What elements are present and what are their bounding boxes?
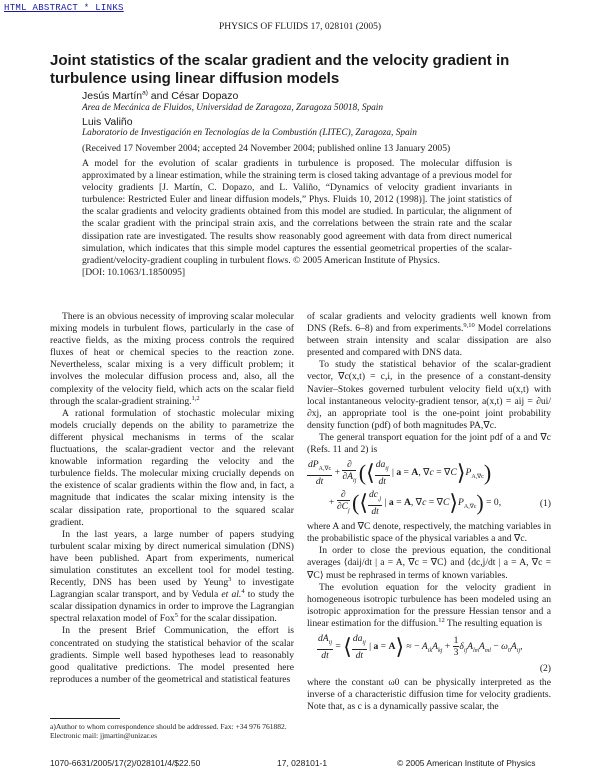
paragraph: A rational formulation of stochastic molecular mixing models crucially depends on the ability to parametrize the different physical mechanisms in terms of the scalar fluctuations, the scalar-gradient vector and the relevant knowable information regarding the velocity and the turbulence fields. The molecular mixing crucially depends on the existence of scalar gradients within the flow and, in fact, a magnitude that indicates the scalar mixing intensity is the scalar dissipation rate, proportional to the squared scalar gradient. [50,407,294,528]
eq-fraction: $\frac{da_{ij}}{dt}$ [375,459,389,488]
running-head: PHYSICS OF FLUIDS 17, 028101 (2005) [218,22,382,32]
paragraph-text: In the last years, a large number of papers studying turbulent scalar mixing by direct numerical simulation (DNS) have been published. Apart from experiments, numerical simulation constitutes an excellent tool for model testing. Recently, DNS has been used by Yeung [50,528,294,589]
equation-2 [307,633,551,675]
author-footnote-mark[interactable]: a) [142,89,148,97]
eq-fraction: $\frac{\partial}{\partial A_{ij}}$ [342,459,357,485]
paragraph-text: There is an obvious necessity of improving scalar molecular mixing models in turbulent flows, particularly in the case of reactive fields, as the mixing process controls the required fluxes of heat or chemical species to the reaction zone. Nevertheless, scalar mixing is a very difficult problem; it involves the molecular diffusion process and, also, all the complexity of the velocity field, which acts on the scalar field through the scalar-gradient straining. [50,311,294,407]
eq-fraction: $\frac{dA_{ij}}{dt}$ [318,632,333,661]
equation-2-line-1: $\frac{dA_{ij}}{dt}$ = ⟨ $\frac{da_{ij}}{dt}$ | a = A⟩ ≈ − $A_{ik}A_{kj}$ + $\frac{1}{3}$ $\delta_{ij}A_{lm}A_{ml} - \omega_0A_{ij}$, [318,632,523,661]
paragraph: where A and ∇C denote, respectively, the matching variables in the probabilistic space of the physical variables a and ∇c. [307,521,551,545]
reference-mark[interactable]: 9,10 [463,321,475,329]
author-name: and César Dopazo [147,90,239,102]
affiliation-1: Area de Mecánica de Fluidos, Universidad de Zaragoza, Zaragoza 50018, Spain [82,103,384,113]
paragraph: In the present Brief Communication, the effort is concentrated on studying the statistical behavior of the scalar gradients. Simple well based hypotheses lead to reasonably good qualitative predictions. The model presented here reproduces a number of the geometrical and statistical features [50,625,294,685]
equation-1-line-2: + $\frac{\partial}{\partial C_j}$ (⟨ $\frac{dc_{,j}}{dt}$ | a = A, $\nabla c = \nabla C⟩P_{A,\nabla c}) = 0$, (1) [329,489,551,518]
paragraph: In order to close the previous equation, the conditional averages ⟨daij/dt | a = A, ∇c = ∇C⟩ and ⟨dc,j/dt | a = A, ∇c = ∇C⟩ must be rephrased in terms of known variables. [307,545,551,581]
paragraph: The general transport equation for the joint pdf of a and ∇c (Refs. 11 and 2) is [307,431,551,456]
left-column [50,311,294,686]
abstract [82,158,512,279]
reference-mark[interactable]: 12 [438,616,445,624]
footnote-rule [50,718,120,719]
reference-mark[interactable]: 3 [228,575,232,583]
abstract-text: A model for the evolution of scalar gradients in turbulence is proposed. The molecular diffusion is approximated by a linear estimation, while the straining term is closed taking advantage of a previous model for velocity gradients [J. Martín, C. Dopazo, and L. Valiño, “Dynamics of velocity gradient invariants in turbulence: Restricted Euler and linear diffusion models,” Phys. Fluids 10, 2012 (1998)]. The joint statistics of the scalar gradients and velocity gradients obtained from this model are studied. In particular, the alignment of the scalar gradient with the principal strain axis, and the correlations between the strain rate and the scalar dissipation rate are investigated. The results show reasonably good agreement with data from direct numerical simulation, which indicates that this simple model captures the essential geometrical properties of the scalar-gradient/velocity-gradient coupling in turbulent flows. © 2005 American Institute of Physics. [82,158,512,266]
reference-mark[interactable]: 1,2 [191,394,200,402]
article-title: Joint statistics of the scalar gradient and the velocity gradient in turbulence using linear diffusion models [50,52,510,87]
paragraph: To study the statistical behavior of the scalar-gradient vector, ∇c(x,t) = c,i, in the presence of a constant-density Navier–Stokes governed turbulent velocity field u(x,t) with local instantaneous velocity-gradient tensor, a(x,t) = aij = ∂ui/∂xj, an appropriate tool is the one-point joint probability density function (pdf) of both magnitudes PA,∇c. [307,359,551,431]
et-al: et al. [221,589,242,601]
abstract-links-bar[interactable]: HTML ABSTRACT * LINKS [4,3,124,13]
paragraph [307,311,551,359]
affiliation-2: Laboratorio de Investigación en Tecnologías de la Combustión (LITEC), Zaragoza, Spain [82,128,417,138]
reference-mark[interactable]: 4 [241,587,245,595]
equation-number: (1) [539,498,551,510]
received-dates: (Received 17 November 2004; accepted 24 November 2004; published online 13 January 2005) [82,143,451,154]
reference-mark[interactable]: 5 [174,612,178,620]
paragraph-text: Model correlations between strain intensity and scalar dissipation are also presented and compared with DNS data. [307,323,551,359]
paragraph [50,529,294,626]
eq-fraction: $\frac{1}{3}$ [453,635,459,659]
paragraph [50,311,294,408]
equation-1 [307,459,551,519]
author-line-1 [82,90,238,102]
footer-publisher: © 2005 American Institute of Physics [397,758,536,768]
paragraph-text: to investigate Lagrangian scalar transport, and by Vedula [50,577,294,601]
paragraph-text: The resulting equation is [444,617,543,629]
doi-link[interactable]: [DOI: 10.1063/1.1850095] [82,266,186,278]
equation-number: (2) [539,662,551,674]
footer-page-number: 17, 028101-1 [277,758,328,768]
paragraph-text: The evolution equation for the velocity gradient in homogeneous isotropic turbulence has been modeled using an isotropic approximation for the pressure Hessian tensor and a linear estimation for the diffusion. [307,581,551,629]
eq-fraction: $\frac{dc_{,j}}{dt}$ [368,489,382,518]
eq-fraction: $\frac{\partial}{\partial C_j}$ [336,489,350,515]
paragraph [307,582,551,630]
footer-copyright-code: 1070-6631/2005/17(2)/028101/4/$22.50 [50,758,201,768]
paragraph: where the constant ω0 can be physically interpreted as the inverse of a characteristic diffusion time for velocity gradients. Note that, as c is a dynamically passive scalar, the [307,676,551,713]
paragraph-text: for the scalar dissipation. [177,613,277,625]
footnote: a)Author to whom correspondence should be addressed. Fax: +34 976 761882. Electronic mail: jjmartin@unizar.es [50,722,287,741]
author-line-2: Luis Valiño [82,116,133,128]
equation-1-line-1: $\frac{dP_{A,\nabla c}}{dt}$ + $\frac{\partial}{\partial A_{ij}}$ (⟨ $\frac{da_{ij}}{dt}$ | a = A, $\nabla c = \nabla C⟩P_{A,\nabla c}$) [308,459,492,488]
right-column [307,311,551,713]
paragraph-text: of scalar gradients and velocity gradients well known from DNS (Refs. 6–8) and from experiments. [307,311,551,335]
paragraph-text: to study the scalar dissipation dynamics in order to improve the Lagrangian spectral relaxation model of Fox [50,589,294,625]
eq-fraction: $\frac{dP_{A,\nabla c}}{dt}$ [308,459,332,488]
eq-fraction: $\frac{da_{ij}}{dt}$ [352,632,366,661]
author-name: Jesús Martín [82,90,143,102]
